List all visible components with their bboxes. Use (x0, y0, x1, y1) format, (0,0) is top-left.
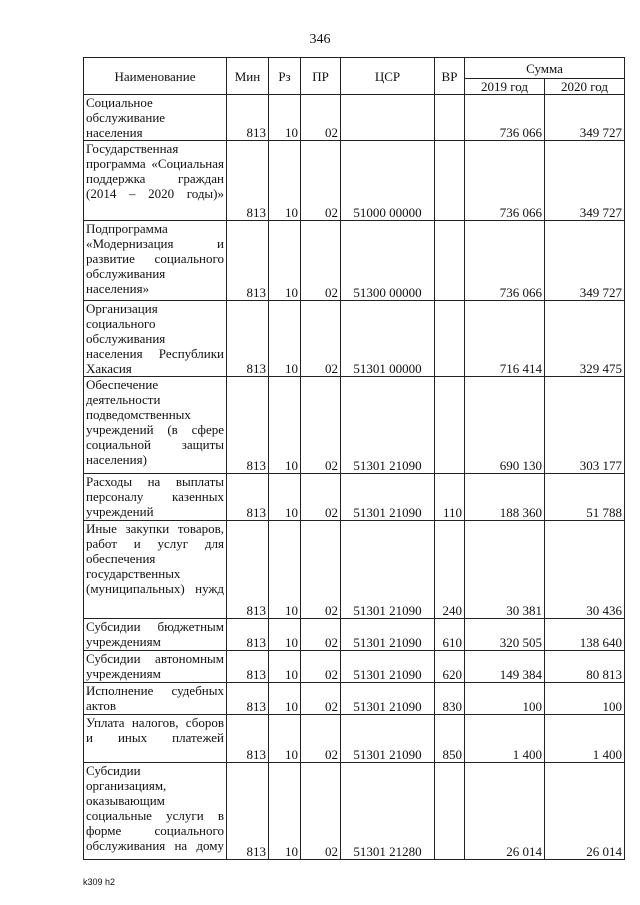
cell-y2019: 188 360 (465, 474, 545, 521)
cell-y2019: 320 505 (465, 619, 545, 651)
cell-pr: 02 (301, 715, 341, 763)
cell-y2020: 349 727 (545, 141, 625, 221)
cell-rz: 10 (269, 95, 301, 141)
cell-y2020: 51 788 (545, 474, 625, 521)
table-row (84, 619, 625, 651)
cell-pr: 02 (301, 377, 341, 474)
cell-vr (435, 301, 465, 377)
cell-min: 813 (227, 301, 269, 377)
header-rz: Рз (269, 58, 301, 95)
cell-y2019: 736 066 (465, 141, 545, 221)
cell-name: Иные закупки товаров, работ и услуг для обеспечения государственных (муниципальных) нужд (84, 521, 227, 619)
cell-csr: 51301 00000 (341, 301, 435, 377)
cell-min: 813 (227, 763, 269, 860)
cell-csr (341, 95, 435, 141)
cell-y2019: 26 014 (465, 763, 545, 860)
cell-pr: 02 (301, 619, 341, 651)
cell-name: Организация социального обслуживания населения Республики Хакасия (84, 301, 227, 377)
cell-y2020: 100 (545, 683, 625, 715)
cell-name: Расходы на выплаты персоналу казенных учреждений (84, 474, 227, 521)
table-row (84, 141, 625, 221)
cell-name: Государственная программа «Социальная поддержка граждан (2014 – 2020 годы)» (84, 141, 227, 221)
cell-y2019: 100 (465, 683, 545, 715)
table-row (84, 474, 625, 521)
cell-y2019: 736 066 (465, 221, 545, 301)
cell-rz: 10 (269, 377, 301, 474)
cell-y2019: 30 381 (465, 521, 545, 619)
cell-min: 813 (227, 474, 269, 521)
cell-rz: 10 (269, 521, 301, 619)
cell-y2019: 716 414 (465, 301, 545, 377)
cell-y2020: 303 177 (545, 377, 625, 474)
table-row (84, 521, 625, 619)
cell-min: 813 (227, 141, 269, 221)
budget-table (83, 57, 625, 860)
cell-pr: 02 (301, 221, 341, 301)
cell-vr: 240 (435, 521, 465, 619)
cell-pr: 02 (301, 651, 341, 683)
cell-vr (435, 141, 465, 221)
cell-csr: 51301 21090 (341, 683, 435, 715)
header-2019: 2019 год (465, 79, 545, 95)
cell-pr: 02 (301, 474, 341, 521)
header-csr: ЦСР (341, 58, 435, 95)
header-sum: Сумма (465, 58, 625, 79)
cell-vr (435, 221, 465, 301)
cell-csr: 51301 21090 (341, 619, 435, 651)
table-row (84, 715, 625, 763)
cell-min: 813 (227, 521, 269, 619)
cell-name: Уплата налогов, сборов и иных платежей (84, 715, 227, 763)
cell-rz: 10 (269, 141, 301, 221)
cell-rz: 10 (269, 651, 301, 683)
table-row (84, 221, 625, 301)
cell-y2020: 26 014 (545, 763, 625, 860)
table-row (84, 763, 625, 860)
cell-csr: 51300 00000 (341, 221, 435, 301)
cell-min: 813 (227, 715, 269, 763)
header-name: Наименование (84, 58, 227, 95)
header-2020: 2020 год (545, 79, 625, 95)
cell-vr: 620 (435, 651, 465, 683)
cell-csr: 51000 00000 (341, 141, 435, 221)
cell-rz: 10 (269, 221, 301, 301)
header-pr: ПР (301, 58, 341, 95)
cell-vr (435, 95, 465, 141)
cell-csr: 51301 21090 (341, 651, 435, 683)
cell-csr: 51301 21090 (341, 715, 435, 763)
cell-y2020: 80 813 (545, 651, 625, 683)
cell-csr: 51301 21090 (341, 377, 435, 474)
cell-min: 813 (227, 377, 269, 474)
table-row (84, 301, 625, 377)
cell-min: 813 (227, 651, 269, 683)
cell-y2020: 30 436 (545, 521, 625, 619)
cell-y2019: 690 130 (465, 377, 545, 474)
cell-y2020: 329 475 (545, 301, 625, 377)
cell-name: Исполнение судебных актов (84, 683, 227, 715)
cell-name: Социальное обслуживание населения (84, 95, 227, 141)
cell-y2020: 138 640 (545, 619, 625, 651)
cell-y2019: 736 066 (465, 95, 545, 141)
cell-rz: 10 (269, 683, 301, 715)
table-body (84, 95, 625, 860)
cell-rz: 10 (269, 715, 301, 763)
cell-min: 813 (227, 95, 269, 141)
cell-vr: 110 (435, 474, 465, 521)
cell-csr: 51301 21090 (341, 521, 435, 619)
cell-y2020: 349 727 (545, 95, 625, 141)
cell-name: Подпрограмма «Модернизация и развитие социального обслуживания населения» (84, 221, 227, 301)
table-row (84, 651, 625, 683)
cell-vr: 610 (435, 619, 465, 651)
cell-vr: 850 (435, 715, 465, 763)
cell-name: Обеспечение деятельности подведомственных учреждений (в сфере социальной защиты населения) (84, 377, 227, 474)
cell-min: 813 (227, 221, 269, 301)
cell-pr: 02 (301, 301, 341, 377)
cell-y2020: 349 727 (545, 221, 625, 301)
table-row (84, 683, 625, 715)
cell-pr: 02 (301, 95, 341, 141)
cell-name: Субсидии бюджетным учреждениям (84, 619, 227, 651)
cell-rz: 10 (269, 619, 301, 651)
cell-csr: 51301 21090 (341, 474, 435, 521)
cell-csr: 51301 21280 (341, 763, 435, 860)
cell-rz: 10 (269, 301, 301, 377)
cell-min: 813 (227, 683, 269, 715)
header-vr: ВР (435, 58, 465, 95)
cell-pr: 02 (301, 683, 341, 715)
cell-vr (435, 763, 465, 860)
header-min: Мин (227, 58, 269, 95)
page-number: 346 (309, 32, 331, 47)
cell-name: Субсидии организациям, оказывающим социальные услуги в форме социального обслуживания на дому (84, 763, 227, 860)
table-row (84, 95, 625, 141)
cell-y2019: 149 384 (465, 651, 545, 683)
cell-pr: 02 (301, 141, 341, 221)
cell-y2019: 1 400 (465, 715, 545, 763)
footer-code: k309 h2 (83, 877, 116, 887)
cell-rz: 10 (269, 474, 301, 521)
cell-vr: 830 (435, 683, 465, 715)
cell-vr (435, 377, 465, 474)
cell-min: 813 (227, 619, 269, 651)
table-row (84, 377, 625, 474)
cell-pr: 02 (301, 521, 341, 619)
cell-y2020: 1 400 (545, 715, 625, 763)
cell-rz: 10 (269, 763, 301, 860)
cell-pr: 02 (301, 763, 341, 860)
cell-name: Субсидии автономным учреждениям (84, 651, 227, 683)
